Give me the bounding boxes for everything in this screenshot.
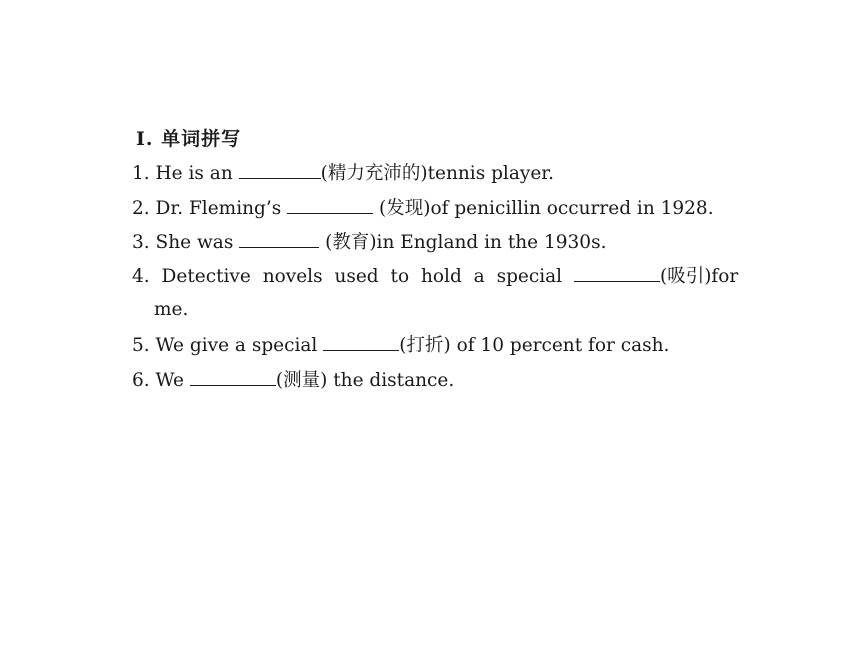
item-number: 5.	[132, 335, 150, 356]
item-hint: (打折)	[399, 335, 451, 356]
item-text-before: She was	[155, 232, 234, 253]
item-text-continuation: me.	[154, 299, 189, 320]
item-hint: (发现)	[379, 198, 431, 219]
exercise-item-1	[132, 160, 554, 186]
item-number: 6.	[132, 370, 150, 391]
item-hint: (测量)	[275, 370, 328, 391]
answer-blank[interactable]	[574, 263, 660, 282]
item-text-after: in England in the 1930s.	[376, 232, 607, 253]
item-text-after: for	[711, 266, 739, 287]
answer-blank[interactable]	[190, 367, 276, 386]
answer-blank[interactable]	[239, 229, 319, 248]
item-number: 3.	[132, 232, 150, 253]
exercise-item-5	[132, 332, 669, 358]
item-number: 1.	[132, 163, 150, 184]
exercise-item-6	[132, 367, 454, 393]
section-title: Ⅰ. 单词拼写	[136, 128, 242, 150]
exercise-item-4	[132, 263, 738, 289]
item-hint: (教育)	[325, 232, 377, 253]
item-hint: (精力充沛的)	[320, 163, 428, 184]
item-text-after: tennis player.	[427, 163, 554, 184]
item-text-after: of penicillin occurred in 1928.	[430, 198, 714, 219]
answer-blank[interactable]	[323, 332, 399, 351]
item-number: 4.	[132, 266, 150, 287]
answer-blank[interactable]	[239, 160, 321, 179]
item-text-before: He is an	[155, 163, 233, 184]
item-text-before: Dr. Fleming’s	[155, 198, 282, 219]
item-text-after: the distance.	[333, 370, 455, 391]
exercise-item-3	[132, 229, 606, 255]
item-text-after: of 10 percent for cash.	[456, 335, 670, 356]
item-number: 2.	[132, 198, 150, 219]
item-text-before: We	[155, 370, 185, 391]
item-text-before: We give a special	[155, 335, 318, 356]
exercise-item-2	[132, 195, 714, 221]
item-text-before: Detective novels used to hold a special	[161, 266, 563, 287]
answer-blank[interactable]	[287, 195, 373, 214]
item-hint: (吸引)	[659, 266, 712, 287]
exercise-item-4-continuation	[154, 298, 188, 322]
